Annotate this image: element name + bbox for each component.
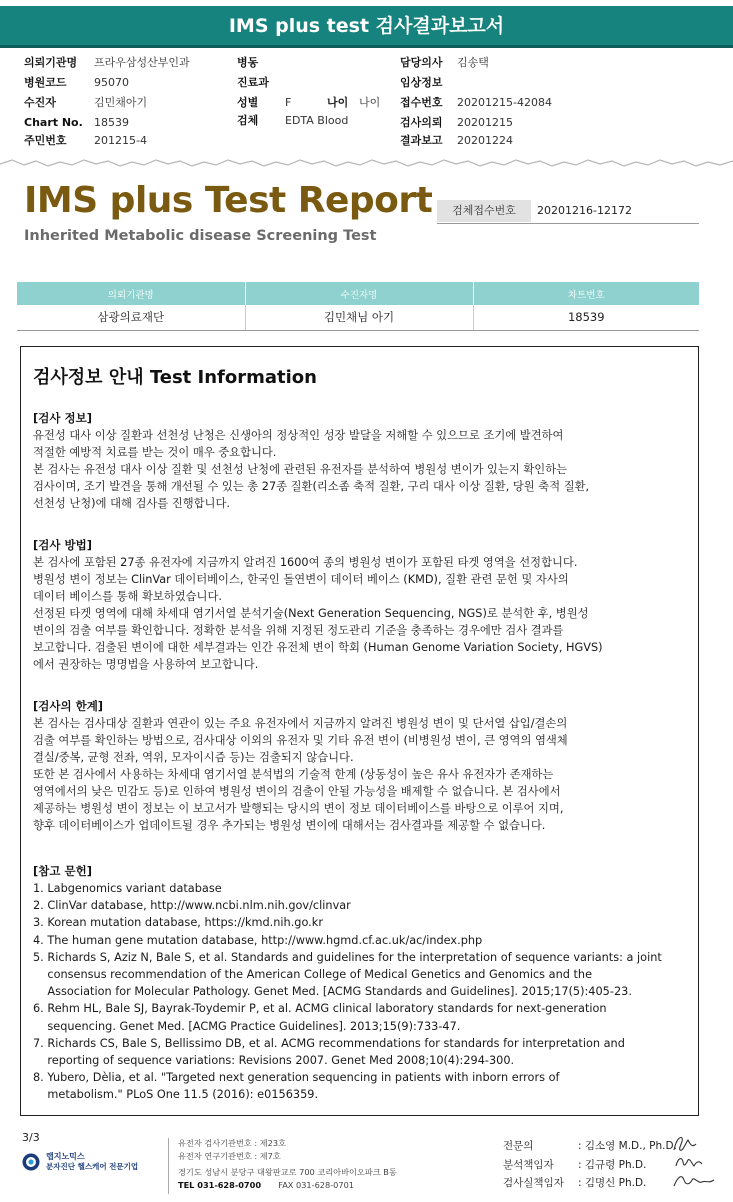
report-banner bbox=[0, 6, 733, 48]
info-doctor: 담당의사 김송택 bbox=[400, 56, 489, 69]
reference-item: Association for Molecular Pathology. Genet Med. [ACMG Standards and Guidelines]. 2015;17(5):405-23. bbox=[33, 985, 632, 999]
receipt-number-label: 검체접수번호 bbox=[437, 200, 531, 222]
info-reported: 결과보고 20201224 bbox=[400, 134, 513, 147]
section-text-line: 검사이며, 조기 발견을 통해 개선될 수 있는 총 27종 질환(리소좀 축적 질환, 구리 대사 이상 질환, 당원 축적 질환, bbox=[33, 480, 590, 493]
section-heading: [검사 정보] bbox=[33, 411, 92, 425]
page-number: 3/3 bbox=[22, 1131, 40, 1144]
table-header-row bbox=[17, 282, 699, 305]
section-references bbox=[33, 863, 693, 1104]
section-text-line: 유전성 대사 이상 질환과 선천성 난청은 신생아의 정상적인 성장 발달을 저해할 수 있으므로 조기에 발견하여 bbox=[33, 429, 564, 442]
info-resident-no: 주민번호 201215-4 bbox=[24, 134, 147, 147]
info-ward: 병동 bbox=[237, 56, 259, 69]
reference-item: consensus recommendation of the American College of Medical Genetics and Genomics and the bbox=[33, 968, 593, 982]
reference-item: 8. Yubero, Dèlia, et al. "Targeted next generation sequencing in patients with inborn errors of bbox=[33, 1071, 560, 1085]
table-cell: 김민채님 아기 bbox=[245, 305, 473, 330]
torn-edge-divider bbox=[0, 154, 733, 174]
footer-divider bbox=[168, 1138, 169, 1194]
reference-item: 5. Richards S, Aziz N, Bale S, et al. Standards and guidelines for the interpretation of sequence variants: a joint bbox=[33, 950, 662, 964]
section-heading: [참고 문헌] bbox=[33, 864, 92, 878]
section-text-line: 적절한 예방적 치료를 받는 것이 매우 중요합니다. bbox=[33, 446, 277, 459]
section-text-line: 선정된 타겟 영역에 대해 차세대 염기서열 분석기술(Next Generation Sequencing, NGS)로 분석한 후, 병원성 bbox=[33, 607, 589, 620]
reference-item: 2. ClinVar database, http://www.ncbi.nlm.nih.gov/clinvar bbox=[33, 899, 351, 913]
reference-item: metabolism." PLoS One 11.5 (2016): e0156359. bbox=[33, 1088, 319, 1102]
section-text-line: 변이의 검출 여부를 확인합니다. 정확한 분석을 위해 지정된 정도관리 기준을 충족하는 경우에만 검사 결과를 bbox=[33, 624, 564, 637]
info-clinical: 임상정보 bbox=[400, 76, 443, 89]
section-text-line: 제공하는 병원성 변이 정보는 이 보고서가 발행되는 당시의 변이 정보 데이터베이스를 바탕으로 이루어 지며, bbox=[33, 802, 564, 815]
reference-item: sequencing. Genet Med. [ACMG Practice Guidelines]. 2013;15(9):733-47. bbox=[33, 1019, 461, 1033]
section-test-info bbox=[33, 410, 693, 512]
lab-address: 경기도 성남시 분당구 대왕판교로 700 코리아바이오파크 B동 bbox=[178, 1167, 397, 1177]
section-text-line: 보고합니다. 검출된 변이에 대한 세부결과는 인간 유전체 변이 학회 (Human Genome Variation Society, HGVS) bbox=[33, 641, 603, 654]
lab-license-2: 유전자 연구기관번호 : 제7호 bbox=[178, 1151, 281, 1161]
info-specimen: 검체 EDTA Blood bbox=[237, 114, 349, 127]
section-text-line: 또한 본 검사에서 사용하는 차세대 염기서열 분석법의 기술적 한계 (상동성이 높은 유사 유전자가 존재하는 bbox=[33, 768, 554, 781]
section-text-line: 향후 데이터베이스가 업데이트될 경우 추가되는 병원성 변이에 대해서는 검사결과를 제공할 수 없습니다. bbox=[33, 819, 546, 832]
info-patient: 수진자 김민채아기 bbox=[24, 96, 148, 109]
labgenomics-logo-icon bbox=[22, 1153, 40, 1171]
table-row bbox=[17, 305, 699, 330]
lab-license-1: 유전자 검사기관번호 : 제23호 bbox=[178, 1138, 286, 1148]
signature-3-icon bbox=[672, 1170, 716, 1192]
reference-item: 3. Korean mutation database, https://kmd.nih.go.kr bbox=[33, 916, 323, 930]
page-footer bbox=[0, 1128, 733, 1202]
reference-item: 1. Labgenomics variant database bbox=[33, 882, 222, 895]
section-text-line: 결실/중복, 균형 전좌, 역위, 모자이시즘 등)는 검출되지 않습니다. bbox=[33, 751, 354, 764]
info-hospital: 의뢰기관명 프라우삼성산부인과 bbox=[24, 56, 190, 69]
section-text-line: 에서 권장하는 명명법을 사용하여 보고합니다. bbox=[33, 658, 259, 671]
receipt-number-value: 20201216-12172 bbox=[537, 204, 632, 217]
info-requested: 검사의뢰 20201215 bbox=[400, 116, 513, 129]
info-age: 나이 나이 bbox=[327, 96, 381, 109]
column-header: 차트번호 bbox=[473, 282, 699, 305]
section-text-line: 본 검사에 포함된 27종 유전자에 지금까지 알려진 1600여 종의 병원성 변이가 포함된 타겟 영역을 선정합니다. bbox=[33, 556, 578, 569]
info-department: 진료과 bbox=[237, 76, 269, 89]
lab-tel: TEL 031-628-0700 bbox=[178, 1180, 262, 1190]
receipt-number bbox=[437, 200, 699, 224]
reference-item: reporting of sequence variations: Revisions 2007. Genet Med 2008;10(4):294-300. bbox=[33, 1054, 515, 1068]
table-cell: 삼광의료재단 bbox=[17, 305, 245, 330]
section-text-line: 본 검사는 검사대상 질환과 연관이 있는 주요 유전자에서 지금까지 알려진 병원성 변이 및 단서열 삽입/결손의 bbox=[33, 717, 568, 730]
signer-analysis: 분석책임자 : 김규령 Ph.D. bbox=[503, 1159, 647, 1171]
header-info bbox=[0, 52, 733, 162]
banner-title: IMS plus test 검사결과보고서 bbox=[228, 15, 505, 37]
section-text-line: 영역에서의 낮은 민감도 등)로 인하여 병원성 변이의 검출이 안될 가능성을 배제할 수 없습니다. 본 검사에서 bbox=[33, 785, 561, 798]
signer-lab-director: 검사실책임자 : 김명신 Ph.D. bbox=[503, 1177, 647, 1189]
section-text-line: 본 검사는 유전성 대사 이상 질환 및 선천성 난청에 관련된 유전자를 분석하여 병원성 변이가 있는지 확인하는 bbox=[33, 463, 568, 476]
lab-fax: FAX 031-628-0701 bbox=[278, 1180, 355, 1190]
info-hospital-code: 병원코드 95070 bbox=[24, 76, 129, 89]
section-test-method bbox=[33, 537, 693, 673]
report-subtitle: Inherited Metabolic disease Screening Test bbox=[24, 228, 377, 244]
section-text-line: 검출 여부를 확인하는 방법으로, 검사대상 이외의 유전자 및 기타 유전 변이 (비병원성 변이, 큰 영역의 염색체 bbox=[33, 734, 568, 747]
table-cell: 18539 bbox=[473, 305, 699, 330]
column-header: 의뢰기관명 bbox=[17, 282, 245, 305]
reference-item: 7. Richards CS, Bale S, Bellissimo DB, et al. ACMG recommendations for standards for interpretation and bbox=[33, 1036, 625, 1050]
reference-item: 6. Rehm HL, Bale SJ, Bayrak-Toydemir P, et al. ACMG clinical laboratory standards for next-generation bbox=[33, 1002, 607, 1016]
logo-tagline: 분자진단 헬스케어 전문기업 bbox=[46, 1162, 139, 1171]
info-accession: 접수번호 20201215-42084 bbox=[400, 96, 552, 109]
report-title: IMS plus Test Report bbox=[24, 180, 433, 221]
section-heading: [검사 방법] bbox=[33, 538, 92, 552]
info-chart-no: Chart No. 18539 bbox=[24, 116, 129, 129]
column-header: 수진자명 bbox=[245, 282, 473, 305]
test-information-box bbox=[20, 346, 699, 1116]
section-test-limits bbox=[33, 698, 693, 834]
signer-specialist: 전문의 : 김소영 M.D., Ph.D. bbox=[503, 1140, 677, 1152]
test-information-title: 검사정보 안내 Test Information bbox=[33, 367, 317, 388]
section-heading: [검사의 한계] bbox=[33, 699, 104, 713]
logo-company-name: 랩지노믹스 bbox=[46, 1152, 85, 1161]
info-sex: 성별 F bbox=[237, 96, 292, 109]
section-text-line: 병원성 변이 정보는 ClinVar 데이터베이스, 한국인 돌연변이 데이터 베이스 (KMD), 질환 관련 문헌 및 자사의 bbox=[33, 573, 569, 586]
lab-contact bbox=[178, 1180, 354, 1190]
reference-item: 4. The human gene mutation database, http://www.hgmd.cf.ac.uk/ac/index.php bbox=[33, 933, 483, 947]
patient-table bbox=[17, 282, 699, 331]
section-text-line: 데이터 베이스를 통해 확보하였습니다. bbox=[33, 590, 222, 603]
section-text-line: 선천성 난청)에 대해 검사를 진행합니다. bbox=[33, 497, 230, 510]
